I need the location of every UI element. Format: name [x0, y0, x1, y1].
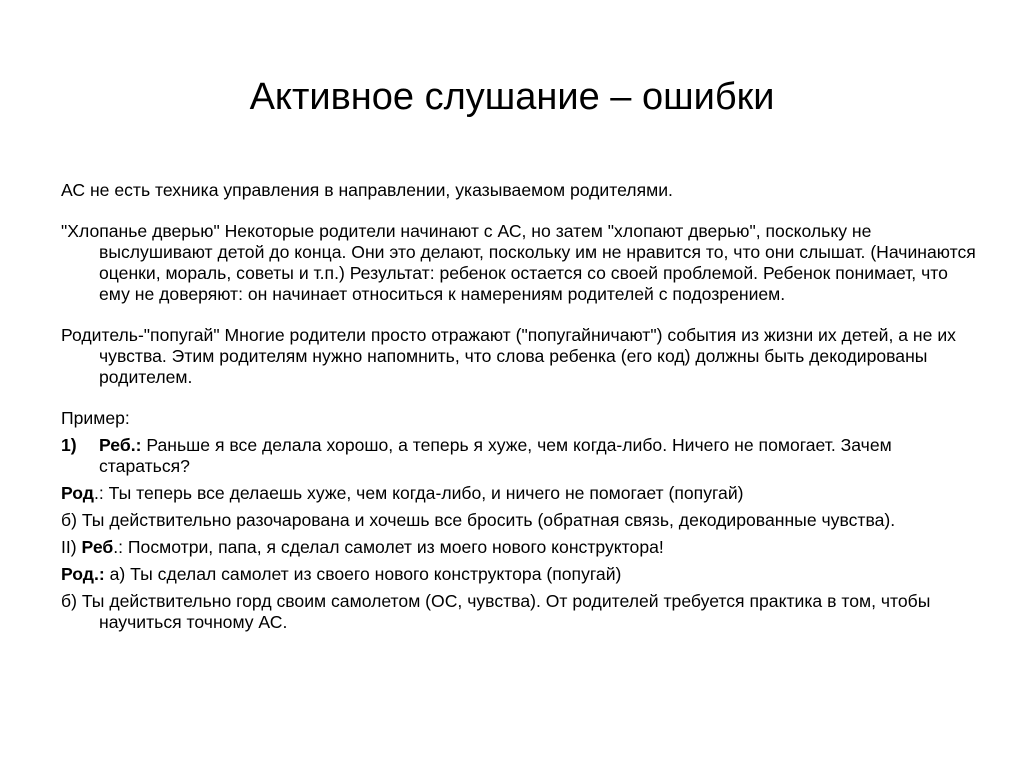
example-2-parent-b: б) Ты действительно горд своим самолетом (ОС, чувства). От родителей требуется практика в том, чтобы научиться точному АС. — [61, 591, 931, 632]
utterance: .: Посмотри, папа, я сделал самолет из моего нового конструктора! — [113, 537, 664, 557]
utterance: а) Ты сделал самолет из своего нового конструктора (попугай) — [104, 564, 622, 584]
utterance: .: Ты теперь все делаешь хуже, чем когда-либо, и ничего не помогает (попугай) — [93, 483, 744, 503]
utterance: Раньше я все делала хорошо, а теперь я хуже, чем когда-либо. Ничего не помогает. Зачем стараться? — [99, 435, 892, 476]
example-number: II) — [61, 537, 82, 557]
speaker-parent: Род — [61, 483, 94, 503]
slide-body — [61, 180, 981, 633]
example-1-child-text — [99, 435, 981, 477]
example-1-parent-b: б) Ты действительно разочарована и хочешь все бросить (обратная связь, декодированные чувства). — [61, 510, 896, 530]
paragraph-parrot-parent: Родитель-"попугай" Многие родители просто отражают ("попугайничают") события из жизни их детей, а не их чувства. Этим родителям нужно напомнить, что слова ребенка (его код) должны быть декодированы родителем. — [61, 325, 956, 387]
speaker-child: Реб — [81, 537, 114, 557]
slide-title: Активное слушание – ошибки — [249, 76, 775, 118]
example-1-child — [61, 435, 981, 477]
example-label: Пример: — [61, 408, 130, 428]
example-1-parent-a — [61, 483, 981, 504]
paragraph-door-slamming: "Хлопанье дверью" Некоторые родители начинают с АС, но затем "хлопают дверью", поскольку не выслушивают детой до конца. Они это делают, поскольку им не нравится то, что они слышат. (Начинаются оценки, мораль, советы и т.п.) Результат: ребенок остается со своей проблемой. Ребенок понимает, что ему не доверяют: он начинает относиться к намерениям родителей с подозрением. — [61, 221, 976, 304]
speaker-child: Реб.: — [99, 435, 142, 455]
example-2-parent-a — [61, 564, 981, 585]
speaker-parent: Род.: — [61, 564, 105, 584]
paragraph-ac-definition: АС не есть техника управления в направлении, указываемом родителями. — [61, 180, 673, 200]
example-number: 1) — [61, 435, 77, 455]
example-2-child — [61, 537, 981, 558]
